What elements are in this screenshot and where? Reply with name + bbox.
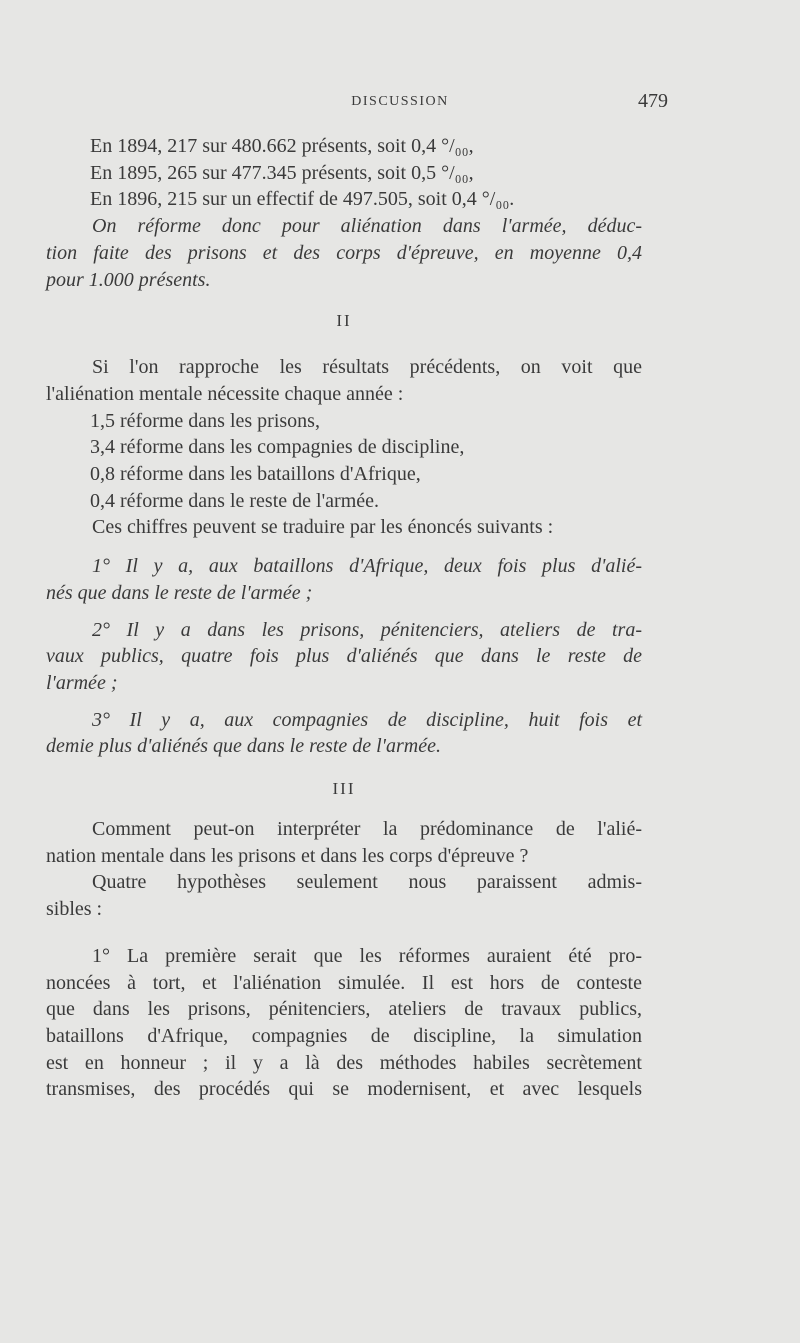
text-line: nés que dans le reste de l'armée ;: [46, 581, 313, 604]
finding-1: [46, 553, 642, 606]
text-line: l'armée ;: [46, 671, 118, 694]
finding-2: [46, 617, 642, 697]
stats-block: [46, 133, 642, 213]
stat-line: En 1896, 215 sur un effectif de 497.505, soit 0,4 °/₀₀.: [90, 188, 515, 211]
text-line: 1° La première serait que les réformes auraient été pro-: [92, 944, 642, 967]
text-line: 1° Il y a, aux bataillons d'Afrique, deux fois plus d'alié-: [92, 555, 642, 578]
conclusion-paragraph: [46, 213, 642, 293]
text-line: tion faite des prisons et des corps d'épreuve, en moyenne 0,4: [46, 241, 642, 264]
finding-3: [46, 707, 642, 760]
text-line: transmises, des procédés qui se modernisent, et avec lesquels: [46, 1078, 642, 1101]
stat-line: En 1894, 217 sur 480.662 présents, soit 0,4 °/₀₀,: [90, 135, 474, 157]
text-line: nation mentale dans les prisons et dans les corps d'épreuve ?: [46, 844, 529, 867]
page-header: [0, 90, 800, 118]
section-2-intro: [46, 354, 642, 407]
text-line: noncées à tort, et l'aliénation simulée. Il est hors de conteste: [46, 971, 642, 994]
section-numeral-2: II: [336, 311, 352, 331]
stat-line: En 1895, 265 sur 477.345 présents, soit 0,5 °/₀₀,: [90, 161, 474, 184]
text-line: demie plus d'aliénés que dans le reste de l'armée.: [46, 735, 441, 758]
text-line: 2° Il y a dans les prisons, pénitenciers, ateliers de tra-: [92, 618, 642, 641]
text-line: bataillons d'Afrique, compagnies de discipline, la simulation: [46, 1024, 642, 1047]
section-numeral-3: III: [332, 779, 356, 799]
text-line: vaux publics, quatre fois plus d'aliénés que dans le reste de: [46, 645, 642, 668]
text-line: Si l'on rapproche les résultats précédents, on voit que: [92, 356, 642, 379]
first-hypothesis-paragraph: [46, 943, 642, 1103]
list-item: 3,4 réforme dans les compagnies de discipline,: [90, 436, 465, 459]
text-line: sibles :: [46, 898, 103, 921]
text-line: est en honneur ; il y a là des méthodes habiles secrètement: [46, 1051, 642, 1074]
hypotheses-intro: [46, 869, 642, 922]
running-head: DISCUSSION: [351, 94, 449, 109]
list-item: 0,8 réforme dans les bataillons d'Afrique,: [90, 463, 421, 486]
text-line: Quatre hypothèses seulement nous paraissent admis-: [92, 871, 642, 894]
translation-intro: Ces chiffres peuvent se traduire par les énoncés suivants :: [92, 516, 554, 539]
list-item: 1,5 réforme dans les prisons,: [90, 409, 320, 432]
text-line: que dans les prisons, pénitenciers, ateliers de travaux publics,: [46, 998, 642, 1021]
page-number: 479: [638, 90, 668, 112]
text-line: l'aliénation mentale nécessite chaque année :: [46, 382, 404, 405]
reform-list: [46, 408, 642, 515]
text-line: Comment peut-on interpréter la prédominance de l'alié-: [92, 818, 642, 841]
text-line: 3° Il y a, aux compagnies de discipline, huit fois et: [92, 708, 642, 731]
question-paragraph: [46, 816, 642, 869]
body-text: [46, 133, 642, 1103]
text-line: pour 1.000 présents.: [46, 268, 211, 291]
text-line: On réforme donc pour aliénation dans l'armée, déduc-: [92, 215, 642, 238]
list-item: 0,4 réforme dans le reste de l'armée.: [90, 489, 380, 512]
